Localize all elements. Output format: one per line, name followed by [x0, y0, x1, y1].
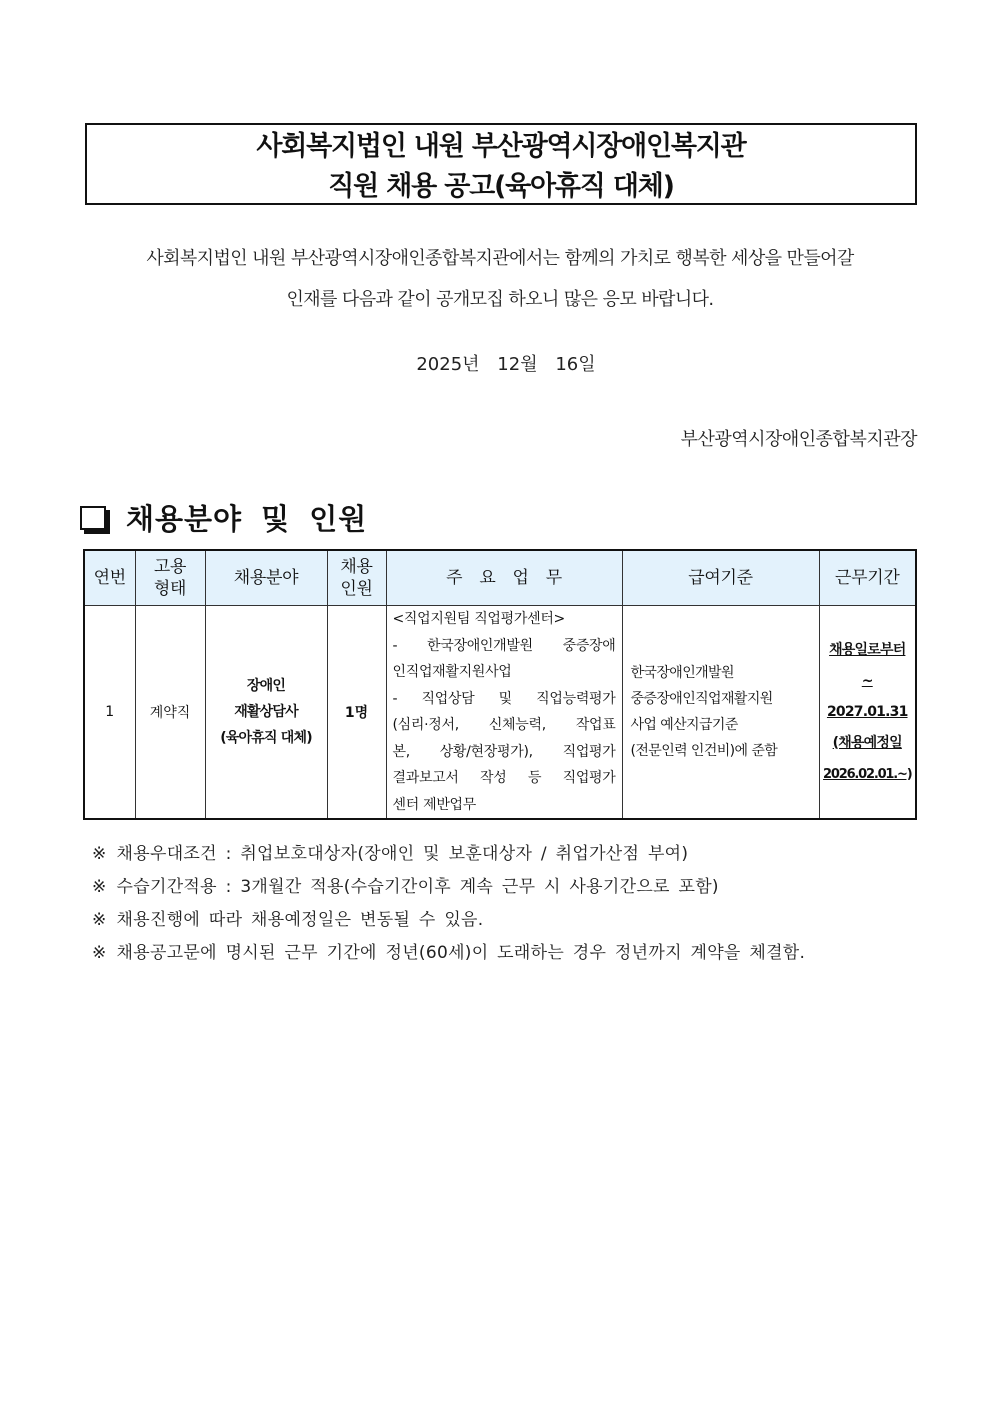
- document-title-line1: 사회복지법인 내원 부산광역시장애인복지관: [256, 131, 746, 162]
- intro-line1: 사회복지법인 내원 부산광역시장애인종합복지관에서는 함께의 가치로 행복한 세상을 만들어갈: [146, 248, 854, 269]
- note-text: 채용공고문에 명시된 근무 기간에 정년(60세)이 도래하는 경우 정년까지 계약을 체결함.: [116, 943, 806, 963]
- period-line: 채용일로부터: [829, 641, 906, 658]
- duty-line: - 한국장애인개발원 중증장애: [392, 637, 616, 654]
- cell-period: [819, 606, 916, 820]
- section-title: 채용분야 및 인원: [126, 502, 368, 536]
- reference-mark-icon: ※: [92, 943, 107, 963]
- header-count-line1: 채용: [340, 557, 373, 577]
- salary-line: (전문인력 인건비)에 준함: [630, 743, 778, 759]
- date-year: 2025년: [416, 354, 480, 375]
- header-duties: 주 요 업 무: [386, 550, 622, 606]
- announcement-date: [0, 350, 1000, 376]
- cell-field: [205, 606, 327, 820]
- duty-line: 본, 상황/현장평가), 직업평가: [392, 743, 616, 760]
- duty-line: (심리·정서, 신체능력, 작업표: [392, 717, 616, 733]
- note-item: [92, 909, 805, 942]
- cell-salary: [622, 606, 819, 820]
- duty-line: 센터 제반업무: [392, 796, 476, 813]
- header-type-line1: 고용: [153, 557, 187, 577]
- salary-line: 한국장애인개발원: [630, 665, 734, 681]
- title-box: [85, 123, 917, 205]
- period-line: 2026.02.01.~): [823, 766, 912, 782]
- field-line: 장애인: [246, 678, 286, 694]
- period-line: 2027.01.31: [826, 703, 908, 720]
- cell-no: 1: [84, 606, 135, 820]
- header-type-line2: 형태: [153, 579, 187, 599]
- header-count-line2: 인원: [340, 579, 373, 599]
- note-item: [92, 843, 805, 876]
- reference-mark-icon: ※: [92, 877, 107, 897]
- checkbox-square-icon: [80, 506, 106, 530]
- cell-employment-type: 계약직: [135, 606, 205, 820]
- field-line: (육아휴직 대체): [220, 730, 312, 746]
- section-heading: [80, 497, 367, 538]
- note-item: [92, 942, 805, 975]
- salary-line: 사업 예산지급기준: [630, 717, 738, 733]
- duty-line: - 직업상담 및 직업능력평가: [392, 690, 616, 707]
- reference-mark-icon: ※: [92, 910, 107, 930]
- duty-line: 결과보고서 작성 등 직업평가: [392, 770, 616, 786]
- reference-mark-icon: ※: [92, 844, 107, 864]
- notes-list: [92, 843, 805, 975]
- intro-line2: 인재를 다음과 같이 공개모집 하오니 많은 응모 바랍니다.: [286, 289, 714, 310]
- signer: 부산광역시장애인종합복지관장: [680, 429, 917, 450]
- duty-line: <직업지원팀 직업평가센터>: [392, 611, 565, 627]
- document-title-line2: 직원 채용 공고(육아휴직 대체): [328, 171, 674, 202]
- date-day: 16일: [555, 354, 596, 375]
- note-item: [92, 876, 805, 909]
- header-employment-type: [135, 550, 205, 606]
- cell-duties: [386, 606, 622, 820]
- header-period: 근무기간: [819, 550, 916, 606]
- table-header-row: [84, 550, 916, 606]
- header-field: 채용분야: [205, 550, 327, 606]
- field-line: 재활상담사: [234, 704, 298, 720]
- recruitment-table: [83, 549, 917, 820]
- date-month: 12월: [497, 354, 538, 375]
- note-text: 채용우대조건 : 취업보호대상자(장애인 및 보훈대상자 / 취업가산점 부여): [116, 844, 689, 864]
- note-text: 채용진행에 따라 채용예정일은 변동될 수 있음.: [116, 910, 484, 930]
- salary-line: 중증장애인직업재활지원: [630, 691, 773, 707]
- note-text: 수습기간적용 : 3개월간 적용(수습기간이후 계속 근무 시 사용기간으로 포함): [116, 877, 719, 897]
- header-salary: 급여기준: [622, 550, 819, 606]
- period-line: (채용예정일: [832, 734, 902, 751]
- duty-line: 인직업재활지원사업: [392, 664, 512, 680]
- header-no: 연번: [84, 550, 135, 606]
- table-row: [84, 606, 916, 820]
- cell-count: 1명: [327, 606, 386, 820]
- header-count: [327, 550, 386, 606]
- period-line: ~: [861, 672, 873, 689]
